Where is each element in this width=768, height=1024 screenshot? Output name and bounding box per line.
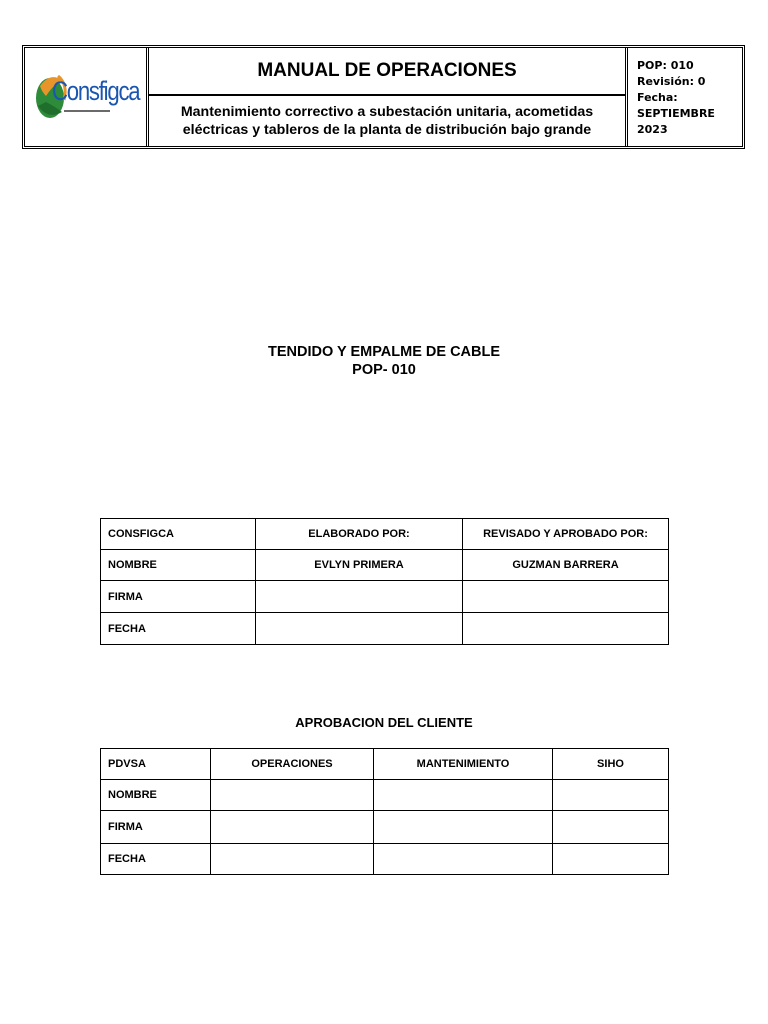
- table-cell: FIRMA: [101, 581, 256, 613]
- manual-title: MANUAL DE OPERACIONES: [149, 48, 625, 96]
- table-cell: FECHA: [101, 613, 256, 645]
- table-cell: [553, 780, 669, 811]
- manual-subtitle: [149, 96, 625, 146]
- table-cell: [211, 844, 374, 875]
- table-cell: FECHA: [101, 844, 211, 875]
- table-cell: EVLYN PRIMERA: [256, 550, 463, 581]
- table-cell: PDVSA: [101, 749, 211, 780]
- table-cell: [374, 780, 553, 811]
- table-cell: ELABORADO POR:: [256, 519, 463, 550]
- fecha-year: 2023: [637, 123, 668, 136]
- logo-tagline: [64, 110, 110, 112]
- table-row: [101, 844, 669, 875]
- subtitle-line-2: eléctricas y tableros de la planta de distribución bajo grande: [182, 122, 592, 138]
- table-cell: NOMBRE: [101, 780, 211, 811]
- table-cell: [211, 780, 374, 811]
- table-cell: OPERACIONES: [211, 749, 374, 780]
- table-row: [101, 780, 669, 811]
- table-cell: NOMBRE: [101, 550, 256, 581]
- table-cell: [463, 581, 669, 613]
- table-header-row: [101, 519, 669, 550]
- logo-cell: [25, 48, 149, 146]
- revision-number: Revisión: 0: [637, 75, 706, 88]
- table-row: [101, 550, 669, 581]
- table-cell: [211, 811, 374, 844]
- table-header-row: [101, 749, 669, 780]
- company-logo: [30, 60, 142, 134]
- client-approval-table: [100, 748, 669, 875]
- approval-table: [100, 518, 669, 645]
- table-cell: FIRMA: [101, 811, 211, 844]
- table-cell: [374, 844, 553, 875]
- table-cell: [553, 844, 669, 875]
- header-middle: [149, 48, 628, 146]
- table-cell: [553, 811, 669, 844]
- table-cell: [463, 613, 669, 645]
- table-cell: REVISADO Y APROBADO POR:: [463, 519, 669, 550]
- table-row: [101, 613, 669, 645]
- client-approval-label: APROBACION DEL CLIENTE: [295, 715, 473, 730]
- document-title-line-1: TENDIDO Y EMPALME DE CABLE: [267, 344, 501, 360]
- fecha-month: SEPTIEMBRE: [637, 107, 715, 120]
- table-cell: [374, 811, 553, 844]
- table-row: [101, 581, 669, 613]
- logo-wordmark: Consfigca: [51, 76, 139, 106]
- table-cell: [256, 581, 463, 613]
- table-row: [101, 811, 669, 844]
- document-title-line-2: POP- 010: [352, 362, 416, 378]
- fecha-label: Fecha:: [637, 91, 678, 104]
- table-cell: GUZMAN BARRERA: [463, 550, 669, 581]
- pop-number: POP: 010: [637, 59, 694, 72]
- document-header: [22, 45, 745, 149]
- header-meta: [628, 48, 742, 146]
- table-cell: CONSFIGCA: [101, 519, 256, 550]
- table-cell: SIHO: [553, 749, 669, 780]
- table-cell: [256, 613, 463, 645]
- table-cell: MANTENIMIENTO: [374, 749, 553, 780]
- subtitle-line-1: Mantenimiento correctivo a subestación unitaria, acometidas: [180, 104, 594, 120]
